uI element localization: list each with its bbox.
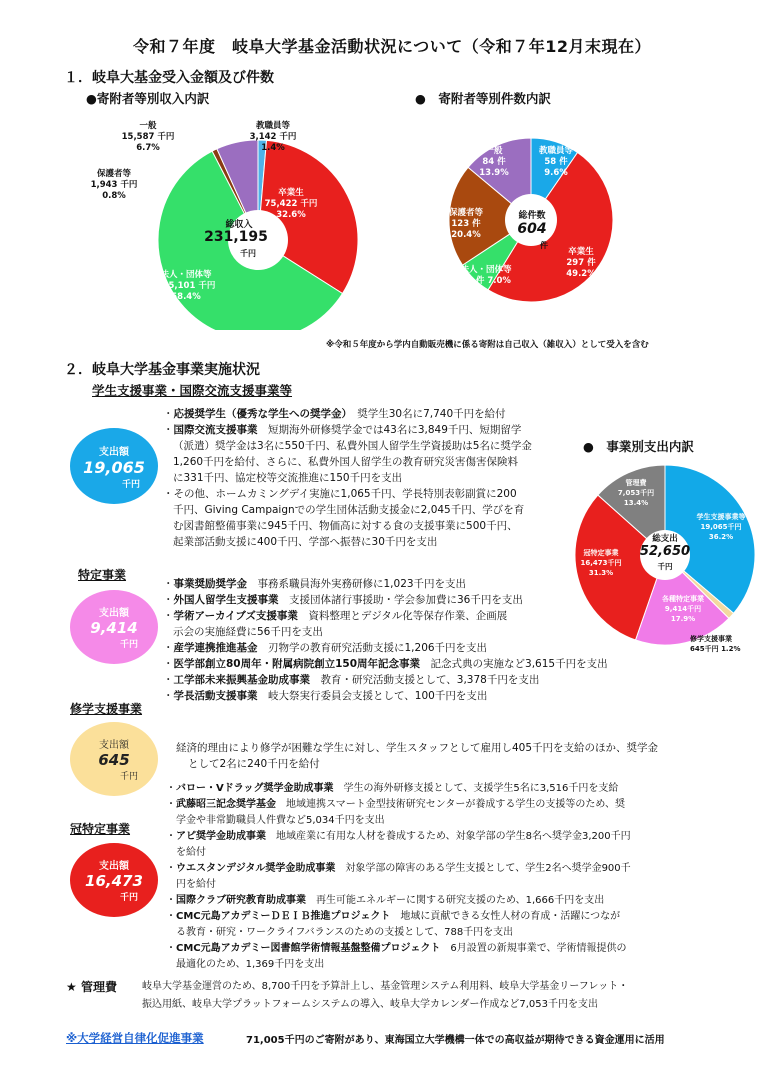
student-support-list: ・応援奨学生（優秀な学生への奨学金） 奨学生30名に7,740千円を給付 ・国際交流支援事業 短期海外研修奨学金では43名に3,849千円、短期留学 （派遣）奨学金は3名に550千円、私費外国人留学生学資援助は5名に奨学金 1,260千円を給付、さらに、私費外国人留学生の教育研究災害傷害保険料 に331千円、協定校等交流推進に150千円を支出 ・その他、ホームカミングデイ実施に1,065千円、学長特別表彰副賞に200 千円、Giving Campaignでの学生団体活動支援金に2,045千円、学びを育 む図書館整備事業に945千円、物価高に対する食の支援事業に500千円、 起業部活動支援に400千円、学部へ振替に30千円を支出 (163, 408, 532, 548)
income-center-label: 総収入 (225, 220, 253, 230)
expense-center-label: 総支出 (652, 534, 678, 544)
count-note: ※令和５年度から学内自動販売機に係る寄附は自己収入（雑収入）として受入を含む (326, 340, 649, 350)
income-center-value: 231,195 (204, 229, 268, 245)
kanri-heading: ★ 管理費 (66, 980, 117, 994)
kanmuri-heading: 冠特定事業 (70, 822, 131, 836)
count-label-sotsugyosei: 卒業生 297 件 49.2% (566, 247, 596, 279)
count-chart-title: ● 寄附者等別件数内訳 (415, 91, 551, 106)
count-label-kyoshokuin: 教職員等 58 件 9.6% (538, 146, 573, 178)
tokutei-heading: 特定事業 (78, 568, 127, 582)
income-chart-title: ●寄附者等別収入内訳 (86, 91, 210, 106)
count-center-value: 604 (517, 221, 547, 237)
student-support-heading: 学生支援事業・国際交流支援事業等 (92, 383, 293, 398)
expense-label-shugaku: 修学支援事業 645千円 1.2% (690, 635, 741, 653)
income-label-hojin: 法人・団体等 135,101 千円 58.4% (156, 270, 216, 302)
expense-label-kanri: 管理費 7,053千円 13.4% (617, 479, 655, 507)
income-label-ippan: 一般 15,587 千円 6.7% (121, 121, 175, 153)
student-spend-bubble: 支出額 19,065 千円 (70, 428, 158, 504)
section2-heading: ２．岐阜大学基金事業実施状況 (64, 362, 260, 378)
star-icon: ★ (66, 980, 77, 994)
income-label-hogosha: 保護者等 1,943 千円 0.8% (90, 169, 138, 201)
expense-chart-title: ● 事業別支出内訳 (583, 439, 694, 454)
count-center-unit: 件 (540, 241, 548, 250)
shugaku-heading: 修学支援事業 (70, 702, 143, 716)
shugaku-spend-bubble: 支出額 645 千円 (70, 722, 158, 796)
kanmuri-list: ・バロー・Vドラッグ奨学金助成事業 学生の海外研修支援として、支援学生5名に3,516千円を支給 ・武藤昭三記念奨学基金 地域連携スマート金型技術研究センターが養成する学生の支援等のため、奨 学金や非常勤職員人件費など5,034千円を支出 ・アピ奨学金助成事業 地域産業に有用な人材を養成するため、対象学部の学生8名へ奨学金3,200千円 を給付 ・ウエスタンデジタル奨学金助成事業 対象学部の障害のある学生支援として、学生2名へ奨学金900千 円を給付 ・国際クラブ研究教育助成事業 再生可能エネルギーに関する研究支援のため、1,666千円を支出 ・CMC元島アカデミーＤＥＩＢ推進プロジェクト 地域に貢献できる女性人材の育成・活躍につなが る教育・研究・ワークライフバランスのための支援として、788千円を支出 ・CMC元島アカデミー図書館学術情報基盤整備プロジェクト 6月設置の新規事業で、学術情報提供の 最適化のため、1,369千円を支出 (166, 783, 631, 970)
income-label-sotsugyosei: 卒業生 75,422 千円 32.6% (264, 188, 318, 220)
income-label-kyoshokuin: 教職員等 3,142 千円 1.4% (249, 121, 297, 153)
expense-center-value: 52,650 (639, 544, 691, 559)
count-label-hogosha: 保護者等 123 件 20.4% (448, 208, 483, 240)
jiritsuka-text: 71,005千円のご寄附があり、東海国立大学機構一体での高収益が期待できる資金運用に活用 (246, 1035, 665, 1046)
kanri-text: 岐阜大学基金運営のため、8,700千円を予算計上し、基金管理システム利用料、岐阜大学基金リーフレット・ 振込用紙、岐阜大学プラットフォームシステムの導入、岐阜大学カレンダー作成など7,053千円を支出 (142, 981, 629, 1010)
count-center-label: 総件数 (518, 211, 546, 221)
expense-label-gakusei: 学生支援事業等 19,065千円 36.2% (696, 513, 746, 541)
tokutei-spend-bubble: 支出額 9,414 千円 (70, 590, 158, 664)
expense-label-kanmuri: 冠特定事業 16,473千円 31.3% (580, 549, 622, 577)
section1-heading: １．岐阜大基金受入金額及び件数 (64, 70, 274, 86)
page-title: 令和７年度 岐阜大学基金活動状況について（令和７年12月末現在） (133, 37, 651, 56)
tokutei-list: ・事業奨励奨学金 事務系職員海外実務研修に1,023千円を支出 ・外国人留学生支援事業 支援団体諸行事援助・学会参加費に36千円を支出 ・学術アーカイブズ支援事業 資料整理とデジタル化等保存作業、企画展 示会の実施経費に56千円を支出 ・産学連携推進基金 刃物学の教育研究活動支援に1,206千円を支出 ・医学部創立80周年・附属病院創立150周年記念事業 記念式典の実施など3,615千円を支出 ・工学部未来振興基金助成事業 教育・研究活動支援として、3,378千円を支出 ・学長活動支援事業 岐大祭実行委員会支援として、100千円を支出 (163, 578, 608, 702)
count-label-ippan: 一般 84 件 13.9% (479, 146, 509, 178)
count-label-hojin: 法人・団体等 42 件 7.0% (460, 265, 512, 286)
income-center-unit: 千円 (240, 249, 256, 258)
expense-label-kakushu: 各種特定事業 9,414千円 17.9% (662, 595, 704, 623)
kanmuri-spend-bubble: 支出額 16,473 千円 (70, 843, 158, 917)
shugaku-text: 経済的理由により修学が困難な学生に対し、学生スタッフとして雇用し405千円を支給のほか、奨学金 として2名に240千円を給付 (176, 742, 659, 770)
jiritsuka-link[interactable]: ※大学経営自律化促進事業 (66, 1031, 204, 1045)
expense-center-unit: 千円 (657, 562, 673, 571)
